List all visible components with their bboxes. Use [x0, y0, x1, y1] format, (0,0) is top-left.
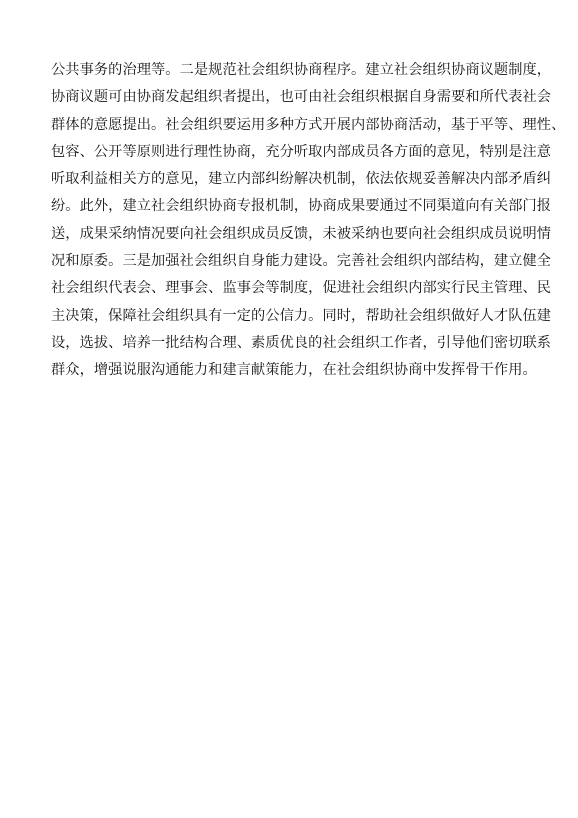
- text-line: 协商议题可由协商发起组织者提出，也可由社会组织根据自身需要和所代表社会: [51, 89, 552, 106]
- text-line: 送，成果采纳情况要向社会组织成员反馈，未被采纳也要向社会组织成员说明情: [51, 225, 552, 242]
- text-line: 设，选拔、培养一批结构合理、素质优良的社会组织工作者，引导他们密切联系: [51, 334, 552, 351]
- text-line: 包容、公开等原则进行理性协商，充分听取内部成员各方面的意见，特别是注意: [51, 143, 552, 160]
- text-line: 主决策，保障社会组织具有一定的公信力。同时，帮助社会组织做好人才队伍建: [51, 307, 552, 324]
- text-line: 纷。此外，建立社会组织协商专报机制，协商成果要通过不同渠道向有关部门报: [51, 198, 552, 215]
- text-line: 群众，增强说服沟通能力和建言献策能力，在社会组织协商中发挥骨干作用。: [51, 362, 537, 379]
- text-line: 社会组织代表会、理事会、监事会等制度，促进社会组织内部实行民主管理、民: [51, 280, 552, 297]
- text-line: 公共事务的治理等。二是规范社会组织协商程序。建立社会组织协商议题制度，: [51, 62, 552, 78]
- text-line: 听取利益相关方的意见，建立内部纠纷解决机制，依法依规妥善解决内部矛盾纠: [51, 171, 552, 188]
- text-line: 群体的意愿提出。社会组织要运用多种方式开展内部协商活动，基于平等、理性、: [51, 116, 566, 133]
- body-paragraph: [51, 57, 566, 385]
- text-line: 况和原委。三是加强社会组织自身能力建设。完善社会组织内部结构，建立健全: [51, 253, 552, 270]
